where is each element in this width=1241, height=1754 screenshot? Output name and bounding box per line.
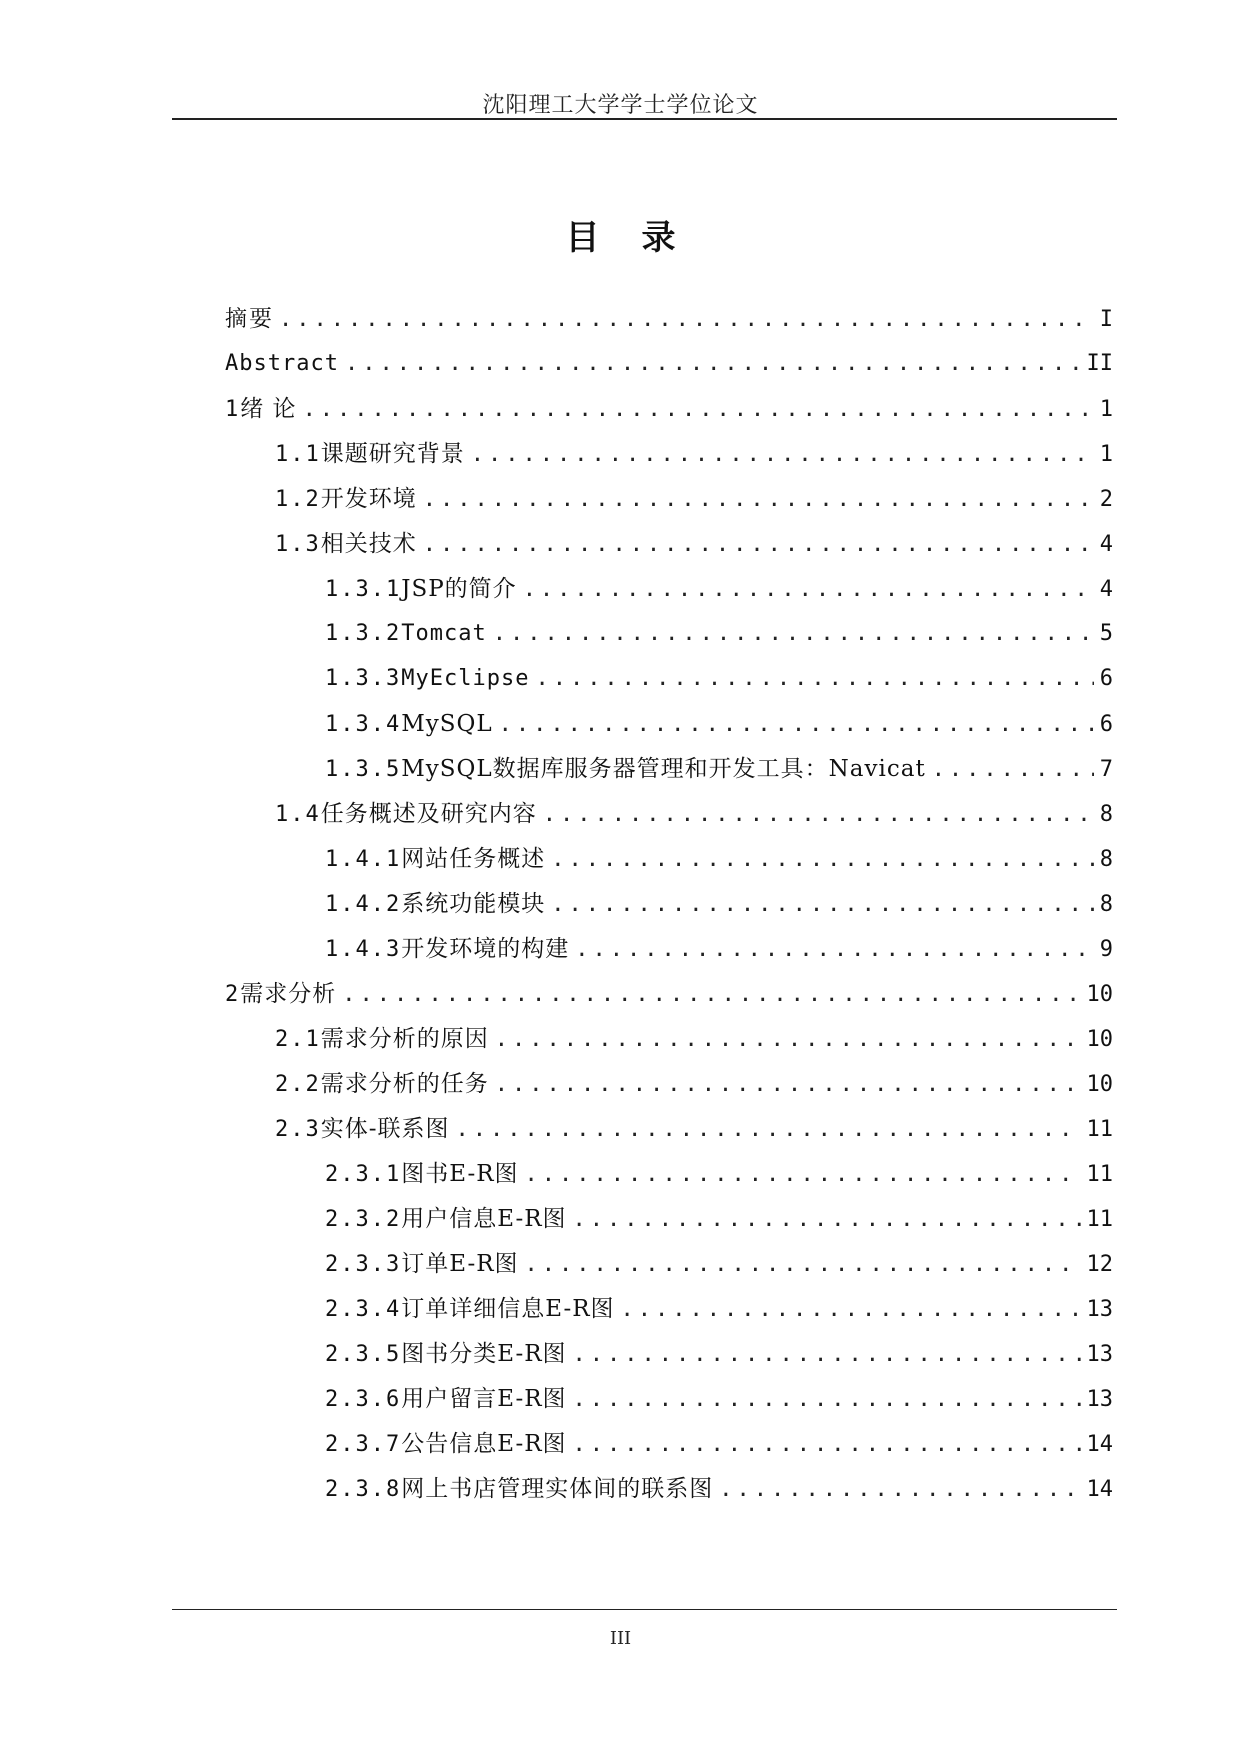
toc-entry-2-1[interactable] [275,1016,1113,1062]
toc-leader [471,432,1094,478]
toc-leader [279,297,1094,343]
toc-entry-number: 1.3.2 [325,621,402,646]
toc-leader [495,1062,1081,1108]
toc-entry-title: MySQL [401,711,493,737]
toc-entry-page: I [1099,307,1113,332]
toc-entry-title: 开发环境的构建 [401,936,570,962]
toc-entry-title: MyEclipse [401,666,530,691]
toc-entry-number: 2.3.6 [325,1387,402,1412]
toc-entry-page: 10 [1086,1027,1113,1052]
toc-entry-title: 需求分析 [240,981,337,1007]
toc-entry-abstract-cn[interactable] [225,296,1113,342]
toc-leader [456,1107,1081,1153]
toc-entry-2-2[interactable] [275,1061,1113,1107]
toc-entry-title: 任务概述及研究内容 [320,801,537,827]
toc-leader [499,702,1094,748]
toc-entry-title: 公告信息E-R图 [401,1431,567,1457]
toc-entry-page: 9 [1099,937,1113,962]
toc-entry-page: 14 [1086,1432,1113,1457]
toc-entry-title: MySQL数据库服务器管理和开发工具：Navicat [401,756,926,782]
toc-entry-number: 2.2 [275,1072,321,1097]
toc-entry-number: 2 [225,982,241,1007]
toc-leader [493,611,1094,657]
toc-entry-number: 1.3.5 [325,757,402,782]
toc-entry-page: 11 [1086,1207,1113,1232]
toc-entry-page: 4 [1099,577,1113,602]
toc-entry-page: 1 [1099,442,1113,467]
toc-entry-title: 用户留言E-R图 [401,1386,567,1412]
toc-entry-title: 系统功能模块 [401,891,546,917]
toc-leader [303,387,1094,433]
header-rule [172,118,1117,120]
toc-entry-2-3-2[interactable] [325,1196,1113,1242]
toc-entry-1-4-1[interactable] [325,836,1113,882]
toc-entry-page: 13 [1086,1387,1113,1412]
toc-leader [495,1017,1081,1063]
header-title: 沈阳理工大学学士学位论文 [482,93,759,118]
toc-entry-title: 图书E-R图 [401,1161,519,1187]
toc-entry-1-4-3[interactable] [325,926,1113,972]
toc-entry-title: 网上书店管理实体间的联系图 [401,1476,714,1502]
toc-leader [535,656,1093,702]
toc-entry-page: 12 [1086,1252,1113,1277]
toc-leader [543,792,1094,838]
toc-entry-title: 课题研究背景 [320,441,465,467]
toc-entry-title: 相关技术 [320,531,417,557]
toc-leader [423,522,1094,568]
toc-leader [423,477,1094,523]
toc-heading-part2: 录 [641,218,676,258]
toc-entry-number: 2.3.4 [325,1297,402,1322]
toc-entry-page: 4 [1099,532,1113,557]
toc-entry-title: 开发环境 [320,486,417,512]
toc-leader [525,1152,1081,1198]
toc-entry-1-3[interactable] [275,521,1113,567]
toc-entry-abstract-en[interactable] [225,341,1113,387]
toc-entry-1-2[interactable] [275,476,1113,522]
toc-heading [0,210,1241,259]
toc-entry-page: 1 [1099,397,1113,422]
toc-entry-title: 要 [249,306,274,332]
toc-entry-number: 1.4.1 [325,847,402,872]
toc-entry-number: 2.3.7 [325,1432,402,1457]
toc-leader [523,567,1094,613]
toc-entry-page: II [1086,351,1113,376]
toc-entry-number: 1.3.3 [325,666,402,691]
toc-leader [345,341,1081,387]
toc-entry-title: 网站任务概述 [401,846,546,872]
toc-entry-page: 8 [1099,892,1113,917]
toc-leader [719,1467,1080,1513]
toc-entry-page: 13 [1086,1297,1113,1322]
toc-entry-number: 2.1 [275,1027,321,1052]
toc-entry-page: 6 [1099,712,1113,737]
toc-entry-1-4-2[interactable] [325,881,1113,927]
toc-entry-number: 1.4.3 [325,937,402,962]
toc-leader [573,1197,1081,1243]
toc-entry-title: 需求分析的任务 [320,1071,489,1097]
toc-leader [551,882,1094,928]
toc-entry-title: 订单详细信息E-R图 [401,1296,615,1322]
toc-entry-page: 8 [1099,802,1113,827]
toc-entry-2-3-5[interactable] [325,1331,1113,1377]
toc-entry-title: 订单E-R图 [401,1251,519,1277]
toc-entry-number: 2.3.3 [325,1252,402,1277]
toc-entry-number: 2.3.1 [325,1162,402,1187]
toc-entry-number: 1.3.4 [325,712,402,737]
toc-entry-page: 13 [1086,1342,1113,1367]
toc-leader [573,1332,1081,1378]
toc-entry-2-3-6[interactable] [325,1376,1113,1422]
toc-entry-title: Abstract [225,351,339,376]
toc-entry-2-3-4[interactable] [325,1286,1113,1332]
toc-entry-page: 10 [1086,982,1113,1007]
toc-entry-number: 2.3.8 [325,1477,402,1502]
toc-entry-2-3-3[interactable] [325,1241,1113,1287]
toc-entry-number: 1.4 [275,802,321,827]
page-number: III [609,1628,632,1649]
toc-entry-1-3-5[interactable] [325,746,1113,792]
toc-leader [621,1287,1081,1333]
toc-leader [932,747,1094,793]
toc-entry-chapter-1[interactable] [225,386,1113,432]
toc-heading-part1: 目 [565,218,600,258]
toc-entry-number: 1 [225,397,241,422]
toc-entry-title: JSP的简介 [401,576,517,602]
toc-entry-title: 绪 论 [240,396,297,422]
toc-leader [342,972,1080,1018]
footer-rule [172,1609,1117,1610]
toc-entry-page: 14 [1086,1477,1113,1502]
toc-entry-title: 图书分类E-R图 [401,1341,567,1367]
toc-entry-1-4[interactable] [275,791,1113,837]
toc-entry-page: 11 [1086,1117,1113,1142]
toc-entry-title: Tomcat [401,621,487,646]
toc-entry-page: 11 [1086,1162,1113,1187]
toc-entry-2-3-7[interactable] [325,1421,1113,1467]
toc-entry-number: 2.3 [275,1117,321,1142]
toc-entry-number: 1.4.2 [325,892,402,917]
toc-leader [551,837,1094,883]
toc-leader [575,927,1094,973]
toc-entry-2-3[interactable] [275,1106,1113,1152]
toc-leader [573,1422,1081,1468]
toc-entry-number: 1.3.1 [325,577,402,602]
toc-entry-title: 实体-联系图 [320,1116,450,1142]
toc-entry-page: 7 [1099,757,1113,782]
toc-entry-page: 2 [1099,487,1113,512]
toc-entry-number: 2.3.2 [325,1207,402,1232]
toc-entry-2-3-1[interactable] [325,1151,1113,1197]
toc-entry-page: 5 [1099,621,1113,646]
toc-entry-1-3-4[interactable] [325,701,1113,747]
toc-entry-page: 6 [1099,666,1113,691]
toc-entry-number: 1.3 [275,532,321,557]
toc-entry-number: 1.1 [275,442,321,467]
toc-entry-page: 10 [1086,1072,1113,1097]
toc-entry-chapter-2[interactable] [225,971,1113,1017]
toc-entry-number: 2.3.5 [325,1342,402,1367]
toc-entry-title: 需求分析的原因 [320,1026,489,1052]
toc-entry-number: 1.2 [275,487,321,512]
toc-entry-1-3-1[interactable] [325,566,1113,612]
toc-entry-title: 用户信息E-R图 [401,1206,567,1232]
toc-entry-number: 摘 [225,307,250,332]
toc-entry-1-3-3[interactable] [325,656,1113,702]
toc-leader [573,1377,1081,1423]
toc-entry-2-3-8[interactable] [325,1466,1113,1512]
toc-entry-page: 8 [1099,847,1113,872]
toc-leader [525,1242,1081,1288]
toc-entry-1-1[interactable] [275,431,1113,477]
toc-entry-1-3-2[interactable] [325,611,1113,657]
